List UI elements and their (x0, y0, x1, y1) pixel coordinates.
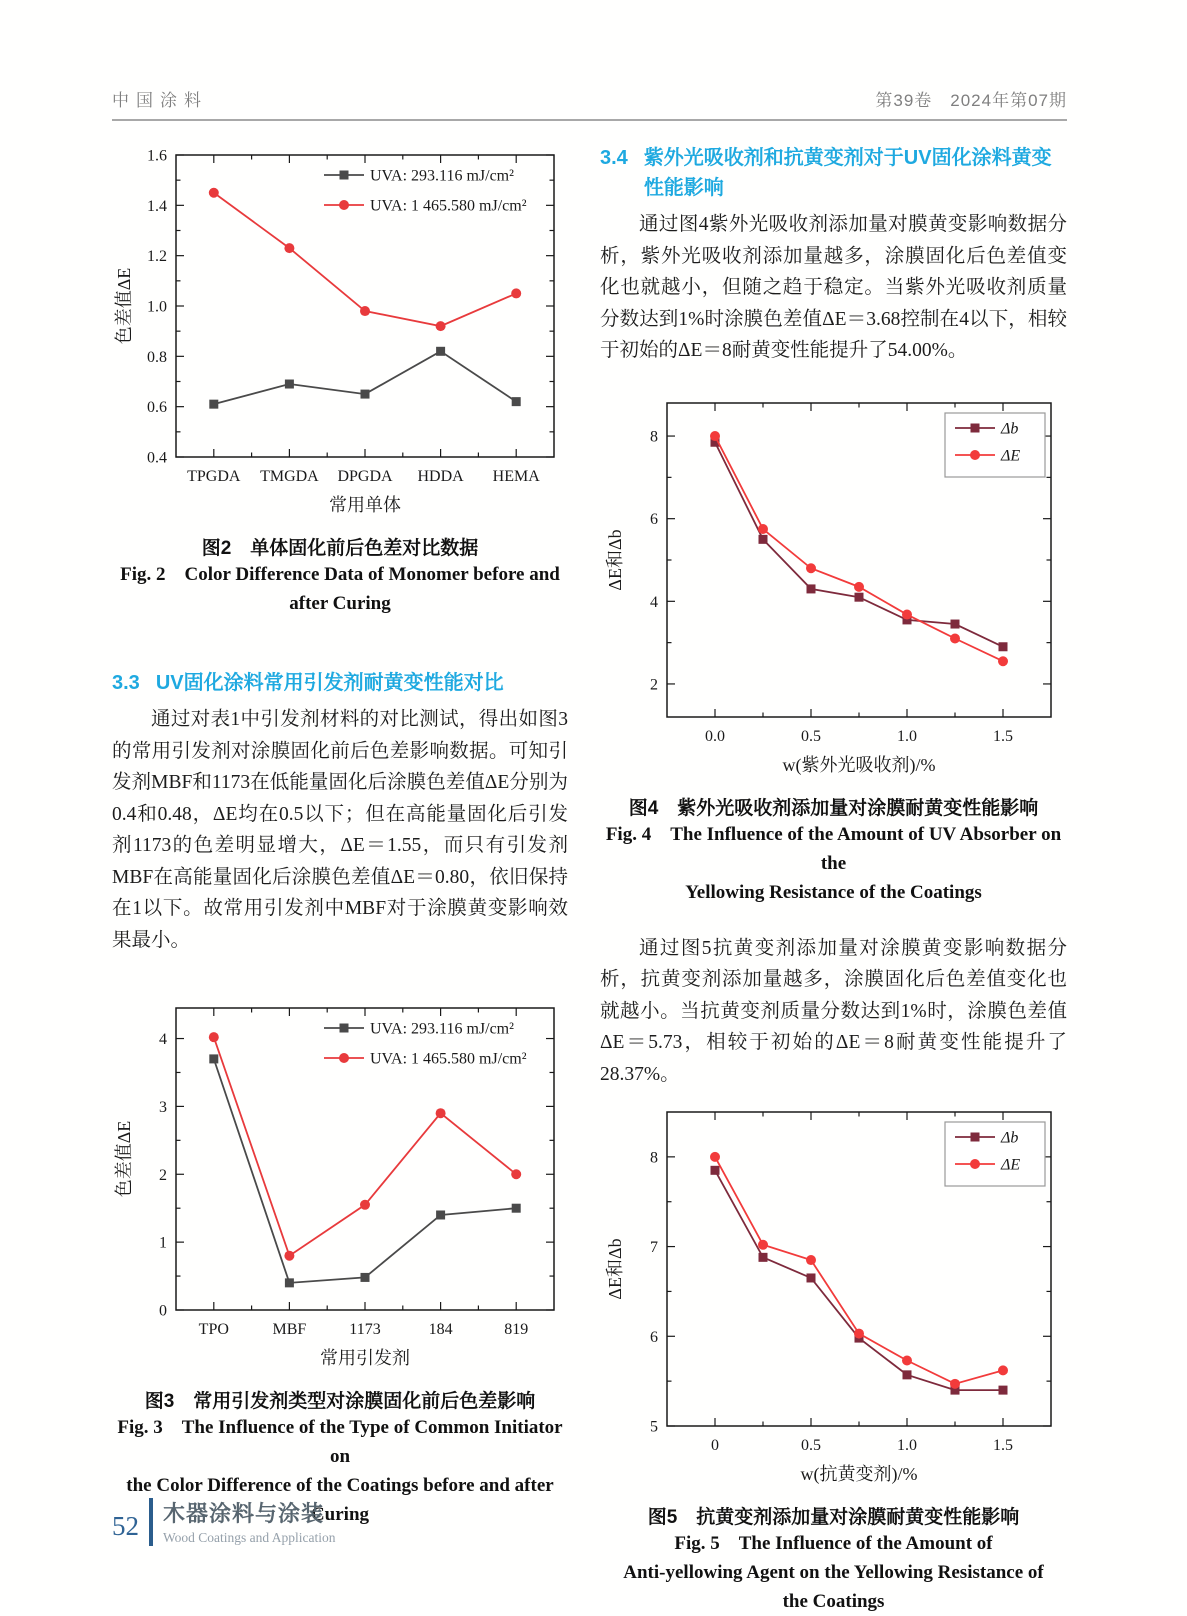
right-column (600, 143, 1067, 1616)
svg-text:UVA: 1 465.580 mJ/cm²: UVA: 1 465.580 mJ/cm² (370, 1050, 527, 1068)
svg-text:184: 184 (428, 1321, 453, 1338)
figure-5 (600, 1100, 1067, 1616)
page-header (112, 86, 1067, 111)
figure3-caption-cn: 图3 常用引发剂类型对涂膜固化前后色差影响 (144, 1391, 536, 1412)
svg-text:常用引发剂: 常用引发剂 (320, 1348, 410, 1368)
svg-text:1.6: 1.6 (147, 147, 167, 165)
footer-section-cn: 木器涂料与涂装 (163, 1501, 325, 1526)
figure5-caption-en-3: the Coatings (782, 1591, 885, 1612)
svg-text:0.5: 0.5 (800, 727, 821, 745)
figure4-line-chart (603, 391, 1065, 787)
svg-text:ΔE: ΔE (1000, 1156, 1020, 1174)
svg-text:MBF: MBF (272, 1321, 307, 1338)
svg-text:w(紫外光吸收剂)/%: w(紫外光吸收剂)/% (782, 754, 935, 775)
svg-text:6: 6 (649, 510, 658, 528)
figure4-caption-en-2: Yellowing Resistance of the Coatings (685, 881, 982, 903)
figure-2 (112, 143, 568, 618)
issue-info: 第39卷 2024年第07期 (875, 91, 1067, 110)
svg-text:1.4: 1.4 (147, 197, 167, 215)
figure4-caption-en: Fig. 4 The Influence of the Amount of UV Absorber on the (605, 823, 1062, 874)
svg-text:2: 2 (649, 675, 658, 693)
figure5-caption-en-2: Anti-yellowing Agent on the Yellowing Resistance of (623, 1562, 1044, 1583)
svg-text:HDDA: HDDA (417, 468, 464, 485)
figure5-caption-cn: 图5 抗黄变剂添加量对涂膜耐黄变性能影响 (647, 1507, 1020, 1528)
svg-text:1.0: 1.0 (896, 727, 917, 745)
svg-text:0.0: 0.0 (704, 727, 725, 745)
figure3-caption-en-2: the Color Difference of the Coatings before and after Curing (126, 1475, 554, 1525)
section-3-3-title: UV固化涂料常用引发剂耐黄变性能对比 (155, 672, 504, 694)
figure-4 (600, 391, 1067, 907)
figure2-caption-en: Fig. 2 Color Difference Data of Monomer before and (120, 564, 560, 585)
figure5-line-chart (603, 1100, 1065, 1496)
svg-text:7: 7 (649, 1239, 658, 1257)
section-3-4-number: 3.4 (600, 147, 628, 169)
svg-text:TMGDA: TMGDA (260, 468, 319, 485)
svg-text:819: 819 (504, 1321, 529, 1338)
figure2-caption-cn: 图2 单体固化前后色差对比数据 (201, 538, 479, 559)
svg-text:ΔE和Δb: ΔE和Δb (604, 528, 625, 591)
figure3-line-chart (112, 996, 568, 1380)
svg-text:Δb: Δb (1000, 1129, 1018, 1147)
section-3-4-paragraph-1: 通过图4紫外光吸收剂添加量对膜黄变影响数据分析，紫外光吸收剂添加量越多，涂膜固化后色差值变化也就越小，但随之趋于稳定。当紫外光吸收剂质量分数达到1%时涂膜色差值ΔE＝3.68控制在4以下，相较于初始的ΔE＝8耐黄变性能提升了54.00%。 (600, 214, 1067, 361)
svg-text:UVA: 1 465.580 mJ/cm²: UVA: 1 465.580 mJ/cm² (370, 197, 527, 215)
figure3-caption-en: Fig. 3 The Influence of the Type of Common Initiator on (117, 1417, 563, 1467)
journal-name: 中国涂料 (112, 91, 208, 110)
svg-text:常用单体: 常用单体 (329, 495, 401, 515)
two-column-layout (112, 143, 1067, 1616)
section-3-4-heading (600, 143, 1067, 203)
figure2-caption-en-2: after Curing (289, 593, 391, 614)
svg-text:0: 0 (710, 1437, 719, 1454)
footer-section-block (163, 1497, 336, 1546)
svg-text:w(抗黄变剂)/%: w(抗黄变剂)/% (800, 1464, 917, 1484)
svg-text:1.5: 1.5 (992, 727, 1013, 745)
svg-text:3: 3 (159, 1098, 167, 1116)
svg-text:1173: 1173 (349, 1321, 381, 1338)
page-footer (112, 1497, 336, 1546)
footer-section-en: Wood Coatings and Application (163, 1530, 336, 1545)
footer-divider-bar (149, 1498, 153, 1546)
svg-text:8: 8 (649, 428, 658, 446)
svg-text:0.4: 0.4 (147, 449, 167, 467)
svg-text:1.0: 1.0 (896, 1437, 917, 1454)
svg-text:DPGDA: DPGDA (337, 468, 393, 485)
section-3-4-paragraph-2: 通过图5抗黄变剂添加量对涂膜黄变影响数据分析，抗黄变剂添加量越多，涂膜固化后色差值变化也就越小。当抗黄变剂质量分数达到1%时，涂膜色差值ΔE＝5.73，相较于初始的ΔE＝8耐黄变性能提升了28.37%。 (600, 937, 1067, 1085)
svg-text:ΔE: ΔE (1000, 447, 1020, 464)
svg-text:0: 0 (159, 1302, 167, 1320)
figure4-caption-cn: 图4 紫外光吸收剂添加量对涂膜耐黄变性能影响 (628, 797, 1039, 819)
svg-text:Δb: Δb (1000, 420, 1018, 437)
left-column (112, 143, 568, 1616)
svg-text:6: 6 (649, 1328, 658, 1346)
svg-text:ΔE和Δb: ΔE和Δb (604, 1238, 625, 1300)
page-number: 52 (112, 1511, 139, 1541)
section-3-4-title: 紫外光吸收剂和抗黄变剂对于UV固化涂料黄变性能影响 (643, 147, 1052, 199)
svg-text:TPGDA: TPGDA (187, 468, 241, 485)
svg-text:4: 4 (159, 1031, 167, 1049)
section-3-3-number: 3.3 (112, 672, 140, 694)
svg-text:2: 2 (159, 1166, 167, 1184)
svg-text:HEMA: HEMA (492, 468, 540, 485)
figure-3 (112, 996, 568, 1529)
header-rule (112, 119, 1067, 121)
figure2-line-chart (112, 143, 568, 527)
svg-text:UVA: 293.116 mJ/cm²: UVA: 293.116 mJ/cm² (370, 1020, 514, 1038)
svg-text:1: 1 (159, 1234, 167, 1252)
svg-text:1.5: 1.5 (992, 1437, 1013, 1454)
svg-text:TPO: TPO (198, 1321, 229, 1338)
svg-text:0.6: 0.6 (147, 399, 167, 417)
svg-text:UVA: 293.116 mJ/cm²: UVA: 293.116 mJ/cm² (370, 167, 514, 185)
figure5-caption-en: Fig. 5 The Influence of the Amount of (674, 1533, 993, 1554)
svg-text:色差值ΔE: 色差值ΔE (114, 267, 134, 345)
svg-text:8: 8 (649, 1149, 658, 1167)
section-3-3-heading (112, 668, 568, 698)
svg-text:0.5: 0.5 (800, 1437, 821, 1454)
svg-text:0.8: 0.8 (147, 348, 167, 366)
svg-text:1.2: 1.2 (147, 248, 167, 266)
svg-text:5: 5 (649, 1418, 658, 1436)
svg-text:1.0: 1.0 (147, 298, 167, 316)
svg-text:4: 4 (649, 593, 658, 611)
svg-text:色差值ΔE: 色差值ΔE (114, 1120, 134, 1198)
section-3-3-paragraph: 通过对表1中引发剂材料的对比测试，得出如图3的常用引发剂对涂膜固化前后色差影响数据。可知引发剂MBF和1173在低能量固化后涂膜色差值ΔE分别为0.4和0.48，ΔE均在0.5以下；但在高能量固化后引发剂1173的色差明显增大，ΔE＝1.55，而只有引发剂MBF在高能量固化后涂膜色差值ΔE＝0.80，依旧保持在1以下。故常用引发剂中MBF对于涂膜黄变影响效果最小。 (112, 709, 568, 951)
